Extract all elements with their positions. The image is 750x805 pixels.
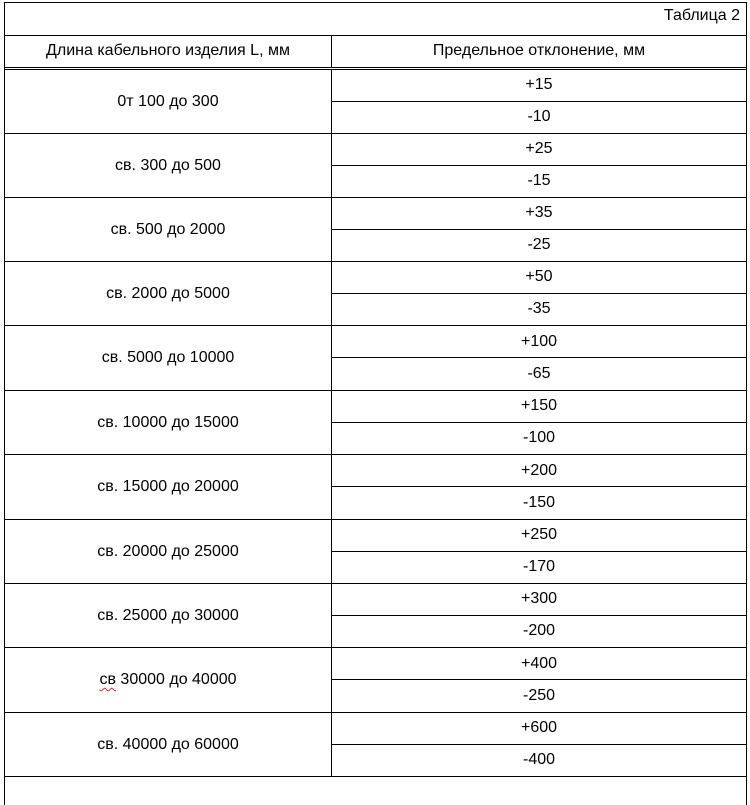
deviation-plus: +200 — [332, 455, 746, 487]
length-range-cell — [5, 391, 332, 454]
deviation-cell — [332, 262, 746, 325]
length-range-text — [97, 607, 239, 625]
length-range-cell — [5, 584, 332, 647]
length-range-text — [97, 736, 239, 754]
deviation-minus: -25 — [527, 236, 551, 254]
length-range-value: св. 10000 до 15000 — [97, 413, 239, 431]
length-range-text — [97, 414, 239, 432]
deviation-plus: +600 — [332, 713, 746, 745]
deviation-plus: +50 — [332, 262, 746, 294]
header-length: Длина кабельного изделия L, мм — [5, 36, 332, 67]
deviation-cell — [332, 198, 746, 261]
table-row — [5, 198, 746, 262]
table-row — [5, 262, 746, 326]
deviation-minus: -65 — [527, 365, 551, 382]
length-range-text — [111, 221, 226, 239]
length-range-text — [102, 349, 235, 367]
deviation-cell — [332, 648, 746, 712]
length-range-value: 0т 100 до 300 — [117, 92, 219, 110]
table-row — [5, 713, 746, 776]
length-range-cell — [5, 70, 332, 133]
length-range-value: 30000 до 40000 — [115, 671, 237, 688]
deviation-minus: -150 — [522, 494, 556, 511]
length-range-text — [99, 671, 236, 689]
length-range-value: св. 2000 до 5000 — [106, 284, 230, 302]
table-row — [5, 520, 746, 584]
deviation-cell — [332, 391, 746, 454]
length-range-cell — [5, 520, 332, 583]
length-range-cell — [5, 134, 332, 197]
length-range-value: св. 20000 до 25000 — [97, 542, 239, 560]
length-range-cell — [5, 648, 332, 712]
length-range-value: св. 500 до 2000 — [110, 220, 226, 238]
deviation-plus: +35 — [332, 198, 746, 230]
length-range-text — [106, 285, 230, 303]
length-range-value: св. 300 до 500 — [115, 156, 221, 174]
deviation-cell — [332, 134, 746, 197]
deviation-minus: -35 — [527, 300, 551, 318]
deviation-plus: +15 — [332, 70, 746, 102]
table-row — [5, 70, 746, 134]
length-range-value: св. 25000 до 30000 — [97, 606, 239, 624]
table-caption: Таблица 2 — [663, 7, 740, 24]
deviation-cell — [332, 70, 746, 133]
deviation-cell — [332, 326, 746, 390]
length-range-value: св. 5000 до 10000 — [101, 349, 235, 366]
deviation-plus: +250 — [332, 520, 746, 552]
deviation-minus: -15 — [527, 172, 551, 190]
deviation-minus: -200 — [522, 622, 556, 640]
table-row — [5, 648, 746, 713]
table-row — [5, 455, 746, 520]
length-range-value: св. 15000 до 20000 — [97, 478, 239, 495]
table-row — [5, 391, 746, 455]
deviation-plus: +25 — [332, 134, 746, 166]
deviation-plus: +400 — [332, 648, 746, 680]
deviation-minus: -10 — [527, 108, 551, 126]
header-deviation: Предельное отклонение, мм — [432, 42, 646, 59]
deviation-plus: +150 — [332, 391, 746, 423]
deviation-plus: +100 — [332, 326, 746, 358]
table-body — [5, 69, 746, 777]
length-range-cell — [5, 713, 332, 776]
deviation-plus: +300 — [332, 584, 746, 616]
table-row — [5, 584, 746, 648]
length-range-value: св. 40000 до 60000 — [97, 735, 239, 753]
length-range-text — [115, 157, 221, 175]
deviation-cell — [332, 713, 746, 776]
deviation-minus: -100 — [522, 429, 556, 447]
document-page — [4, 2, 747, 805]
table-header-row — [5, 35, 746, 68]
deviation-cell — [332, 584, 746, 647]
table-row — [5, 134, 746, 198]
deviation-minus: -400 — [522, 751, 556, 769]
length-range-text — [97, 543, 239, 561]
length-range-text — [97, 478, 239, 496]
length-range-text — [117, 93, 218, 111]
deviation-minus: -170 — [522, 558, 556, 576]
deviation-minus: -250 — [522, 687, 556, 704]
table-row — [5, 326, 746, 391]
length-range-cell — [5, 198, 332, 261]
length-range-cell — [5, 455, 332, 519]
length-range-cell — [5, 262, 332, 325]
spellcheck-flagged-word: св — [99, 671, 116, 688]
deviation-cell — [332, 455, 746, 519]
length-range-cell — [5, 326, 332, 390]
deviation-cell — [332, 520, 746, 583]
